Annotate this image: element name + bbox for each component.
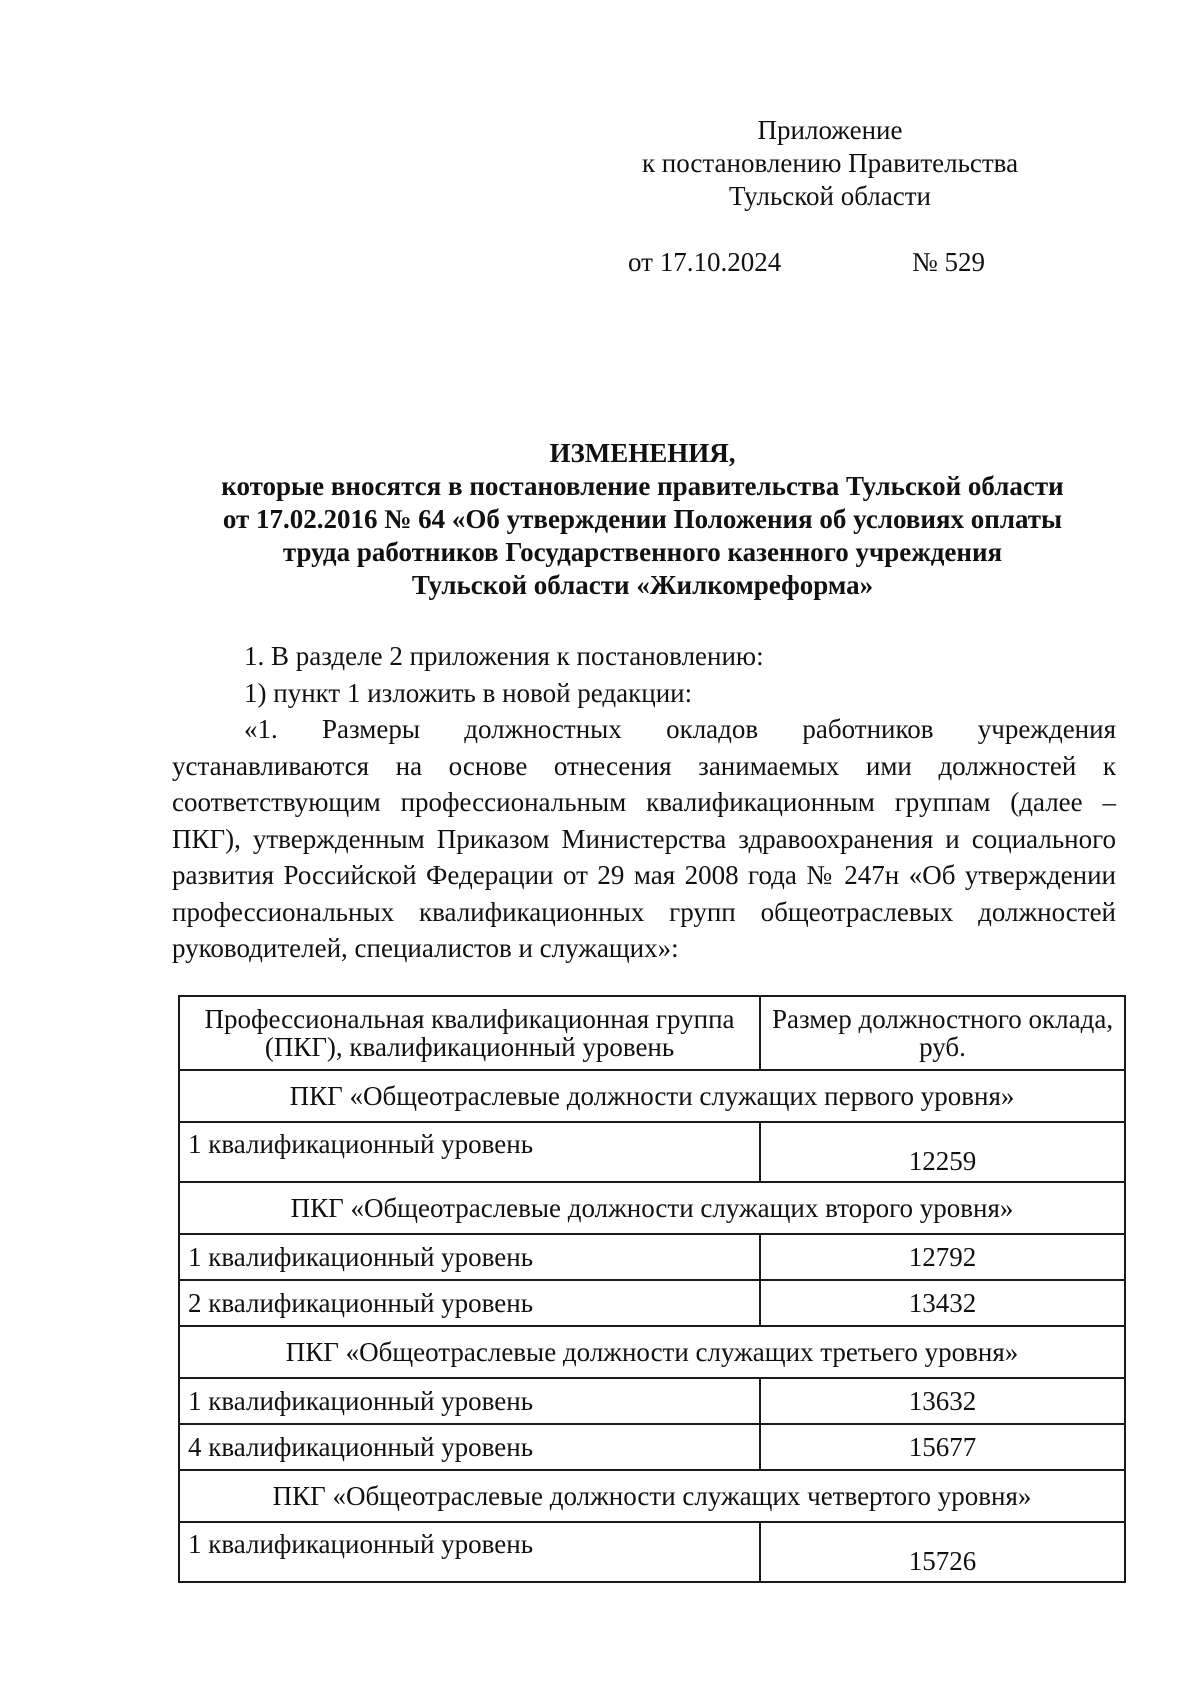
paragraph: 1. В разделе 2 приложения к постановлению: (244, 641, 764, 671)
level-cell: 4 квалификационный уровень (179, 1424, 760, 1470)
title-line: труда работников Государственного казенного учреждения (282, 537, 1003, 567)
table-row (179, 1378, 1125, 1424)
header-cell-salary: Размер должностного оклада, руб. (760, 996, 1125, 1070)
table-row (179, 1280, 1125, 1326)
group-row (179, 1326, 1125, 1378)
paragraph: 1) пункт 1 изложить в новой редакции: (244, 677, 693, 708)
level-cell: 1 квалификационный уровень (179, 1378, 760, 1424)
annex-line: Приложение (757, 115, 903, 145)
document-number: № 529 (912, 247, 986, 277)
annex-line: Тульской области (729, 181, 931, 211)
title-line: ИЗМЕНЕНИЯ, (549, 438, 736, 468)
salary-cell: 15726 (760, 1522, 1125, 1582)
paragraph-quote: «1. Размеры должностных окладов работников учреждения устанавливаются на основе отнесения занимаемых ими должностей к соответствующим профессиональным квалификационным группам (далее – ПКГ), утвержденным Приказом Министерства здравоохранения и социального развития Российской Федерации от 29 мая 2008 года № 247н «Об утверждении профессиональных квалификационных групп общеотраслевых должностей руководителей, специалистов и служащих»: (172, 714, 1116, 963)
title-line: которые вносятся в постановление правительства Тульской области (221, 471, 1064, 501)
annex-line: к постановлению Правительства (641, 148, 1019, 178)
document-date: от 17.10.2024 (628, 247, 782, 277)
group-row (179, 1470, 1125, 1522)
salary-table (178, 995, 1126, 1583)
salary-cell: 13632 (760, 1378, 1125, 1424)
document-title (170, 437, 1115, 602)
level-cell: 1 квалификационный уровень (179, 1522, 760, 1582)
group-title: ПКГ «Общеотраслевые должности служащих второго уровня» (179, 1182, 1125, 1234)
salary-cell: 13432 (760, 1280, 1125, 1326)
level-cell: 1 квалификационный уровень (179, 1234, 760, 1280)
body-text (172, 638, 1116, 967)
title-line: от 17.02.2016 № 64 «Об утверждении Положения об условиях оплаты (222, 504, 1063, 534)
table-row (179, 1234, 1125, 1280)
table-header-row (179, 996, 1125, 1070)
salary-cell: 15677 (760, 1424, 1125, 1470)
group-row (179, 1182, 1125, 1234)
group-title: ПКГ «Общеотраслевые должности служащих первого уровня» (179, 1070, 1125, 1122)
salary-cell: 12259 (760, 1122, 1125, 1182)
level-cell: 1 квалификационный уровень (179, 1122, 760, 1182)
header-cell-group: Профессиональная квалификационная группа (ПКГ), квалификационный уровень (179, 996, 760, 1070)
group-title: ПКГ «Общеотраслевые должности служащих четвертого уровня» (179, 1470, 1125, 1522)
level-cell: 2 квалификационный уровень (179, 1280, 760, 1326)
table-row (179, 1522, 1125, 1582)
table-row (179, 1424, 1125, 1470)
annex-block (610, 114, 1050, 213)
title-line: Тульской области «Жилкомреформа» (411, 570, 874, 600)
group-title: ПКГ «Общеотраслевые должности служащих третьего уровня» (179, 1326, 1125, 1378)
salary-cell: 12792 (760, 1234, 1125, 1280)
group-row (179, 1070, 1125, 1122)
table-row (179, 1122, 1125, 1182)
